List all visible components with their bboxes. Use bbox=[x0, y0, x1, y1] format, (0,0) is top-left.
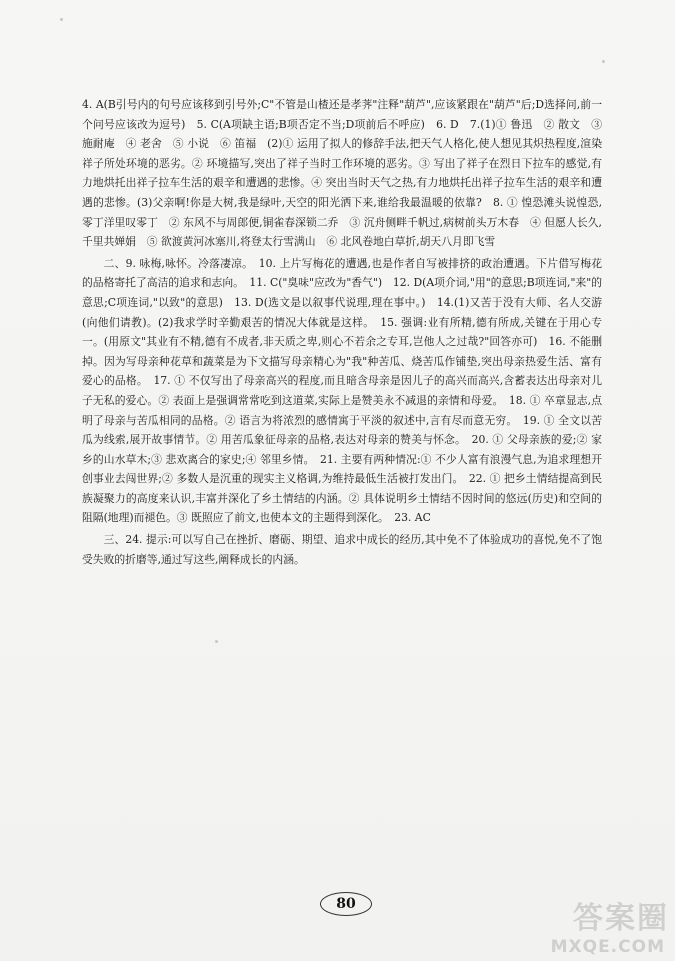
watermark bbox=[529, 893, 669, 957]
watermark-logo: 答案圈 bbox=[573, 901, 669, 936]
answer-section-three: 三、24. 提示:可以写自己在挫折、磨砺、期望、追求中成长的经历,其中免不了体验成功的喜悦,免不了饱受失败的折磨等,通过写这些,阐释成长的内涵。 bbox=[82, 533, 602, 566]
scan-speck bbox=[602, 60, 605, 63]
answer-section-one: 4. A(B引号内的句号应该移到引号外;C"不管是山楂还是孝荠"注释"葫芦",应该紧跟在"葫芦"后;D选择问,前一个问号应该改为逗号) 5. C(A项缺主语;B项否定不当;D项前后不呼应) 6. D 7.(1)① 鲁迅 ② 散文 ③ 施耐庵 ④ 老舍 ⑤ 小说 ⑥ 笛福 (2)① 运用了拟人的修辞手法,把天气人格化,使人想见其炽热程度,渲染祥子所处环境的恶劣。② 环境描写,突出了祥子当时工作环境的恶劣。③ 写出了祥子在烈日下拉车的感觉,有力地烘托出祥子拉车生活的艰辛和遭遇的悲惨。④ 突出当时天气之热,有力地烘托出祥子拉车生活的艰辛和遭遇的悲惨。(3)父亲啊!你是大树,我是绿叶,天空的阳光洒下来,谁给我最温暖的依靠? 8. ① 惶恐滩头说惶恐,零丁洋里叹零丁 ② 东风不与周郎便,铜雀春深锁二乔 ③ 沉舟侧畔千帆过,病树前头万木春 ④ 但愿人长久,千里共婵娟 ⑤ 欲渡黄河冰塞川,将登太行雪满山 ⑥ 北风卷地白草折,胡天八月即飞雪 bbox=[82, 98, 602, 249]
scan-speck bbox=[60, 18, 63, 21]
page-number-badge bbox=[320, 892, 372, 916]
answer-section-two: 二、9. 咏梅,咏怀。冷落凄凉。 10. 上片写梅花的遭遇,也是作者自写被排挤的政治遭遇。下片借写梅花的品格寄托了高洁的追求和志向。 11. C("臭味"应改为"香气") 12. D(A项介词,"用"的意思;B项连词,"来"的意思;C项连词,"以致"的意思) 13. D(选文是以叙事代说理,理在事中。) 14.(1)又苦于没有大师、名人交游(向他们请教)。(2)我求学时辛勤艰苦的情况大体就是这样。 15. 强调:业有所精,德有所成,关键在于用心专一。(用原文"其业有不精,德有不成者,非天质之卑,则心不若余之专耳,岂他人之过哉?"回答亦可) 16. 不能删掉。因为写母亲种花草和蔬菜是为下文描写母亲精心为"我"种苦瓜、烧苦瓜作铺垫,突出母亲热爱生活、富有爱心的品格。 17. ① 不仅写出了母亲高兴的程度,而且暗含母亲是因儿子的高兴而高兴,含蓄表达出母亲对儿子无私的爱心。② 表面上是强调常常吃到这道菜,实际上是赞美永不减退的亲情和母爱。 18. ① 卒章显志,点明了母亲与苦瓜相同的品格。② 语言为将浓烈的感情寓于平淡的叙述中,言有尽而意无穷。 19. ① 全文以苦瓜为线索,展开故事情节。② 用苦瓜象征母亲的品格,表达对母亲的赞美与怀念。 20. ① 父母亲族的爱;② 家乡的山水草木;③ 悲欢离合的家史;④ 邻里乡情。 21. 主要有两种情况:① 不少人富有浪漫气息,为追求理想开创事业去闯世界;② 多数人是沉重的现实主义格调,为维持最低生活被打发出门。 22. ① 把乡土情结提高到民族凝聚力的高度来认识,丰富并深化了乡土情结的内涵。② 具体说明乡土情结不因时间的悠远(历史)和空间的阻隔(地理)而褪色。③ 既照应了前文,也使本文的主题得到深化。 23. AC bbox=[82, 256, 603, 525]
scan-speck bbox=[215, 640, 218, 643]
page-number: 80 bbox=[336, 896, 356, 912]
watermark-url: MXQE.COM bbox=[550, 937, 665, 957]
answer-content bbox=[82, 95, 602, 569]
